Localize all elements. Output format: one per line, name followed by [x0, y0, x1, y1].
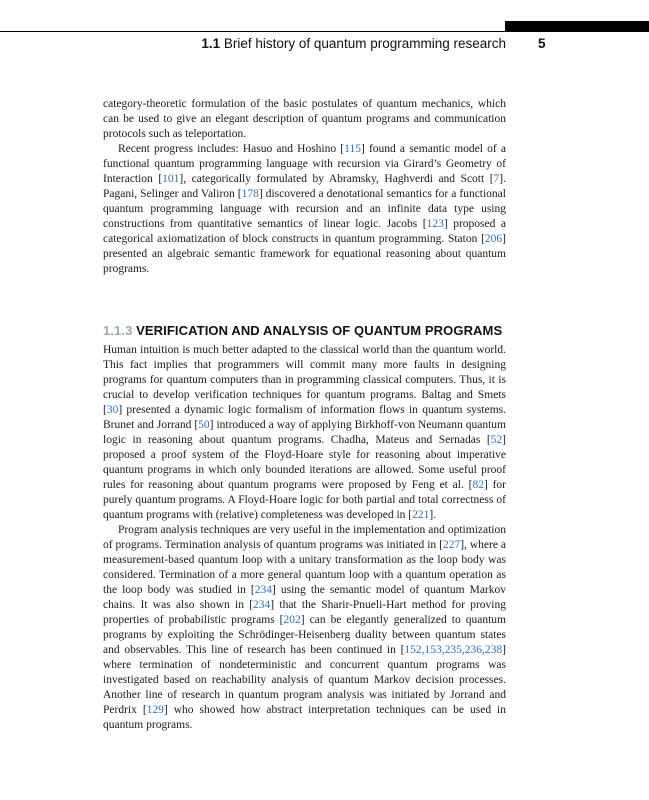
citation-link[interactable]: 7: [493, 173, 500, 185]
citation-link[interactable]: 82: [472, 479, 484, 491]
page-number: 5: [538, 36, 546, 51]
text-run: ] discovered a denotational semantics for a functional quantum programming language with recursion and an infinite data type using constructions from quantitative semantics of linear logic. Jacobs [: [103, 188, 506, 230]
text-run: ], where a measurement-based quantum loop with a unitary transformation as the loop body was considered. Termination of a more general quantum loop with a quantum operation as the loop body was studied in [: [103, 539, 507, 596]
citation-link[interactable]: 101: [162, 173, 180, 185]
citation-link[interactable]: 234: [254, 584, 272, 596]
citation-link[interactable]: 234: [253, 599, 271, 611]
text-run: ] where termination of nondeterministic and concurrent quantum programs was investigated based on reachability analysis of quantum Markov decision processes. Another line of research in quantum program analysis was initiated by Jorrand and Perdrix [: [103, 644, 506, 716]
body-text-section: [103, 343, 506, 733]
text-run: ] that the Sharir-Pnueli-Hart method for proving properties of probabilistic programs [: [103, 599, 506, 626]
text-run: ] can be elegantly generalized to quantum programs by exploiting the Schrödinger-Heisenberg duality between quantum states and observables. This line of research has been continued in [: [103, 614, 506, 656]
text-run: ] found a semantic model of a functional quantum programming language with recursion via Girard’s Geometry of Interaction [: [103, 143, 506, 185]
paragraph-program-analysis: [103, 523, 506, 733]
header-rule: [0, 31, 649, 32]
citation-link[interactable]: 152,153,235,236,238: [404, 644, 503, 656]
text-run: ] using the semantic model of quantum Markov chains. It was also shown in [: [103, 584, 507, 611]
citation-link[interactable]: 221: [412, 509, 430, 521]
paragraph-continuation: [103, 97, 506, 142]
citation-link[interactable]: 115: [344, 143, 361, 155]
paragraph-recent-progress: [103, 142, 506, 277]
text-run: ]. Pagani, Selinger and Valiron [: [103, 173, 506, 200]
text-run: ] for purely quantum programs. A Floyd-Hoare logic for both partial and total correctness of quantum programs with (relative) completeness was developed in [: [103, 479, 506, 521]
citation-link[interactable]: 202: [283, 614, 301, 626]
text-run: ] proposed a categorical axiomatization of block constructs in quantum programming. Staton [: [103, 218, 506, 245]
text-run: ] introduced a way of applying Birkhoff-von Neumann quantum logic in reasoning about quantum programs. Chadha, Mateus and Sernadas [: [103, 419, 506, 446]
text-run: ].: [429, 509, 437, 521]
text-run: ], categorically formulated by Abramsky, Haghverdi and Scott [: [179, 173, 494, 185]
running-head-title: Brief history of quantum programming research: [223, 36, 506, 51]
text-run: Recent progress includes: Hasuo and Hoshino [: [117, 143, 345, 155]
text-run: category-theoretic formulation of the basic postulates of quantum mechanics, which can be used to give an elegant description of quantum programs and communication protocols such as teleportation.: [103, 98, 506, 140]
section-number: 1.1.3: [103, 323, 133, 338]
text-run: ] who showed how abstract interpretation techniques can be used in quantum programs.: [103, 704, 507, 731]
citation-link[interactable]: 129: [146, 704, 164, 716]
citation-link[interactable]: 30: [106, 404, 119, 416]
body-text-top: [103, 97, 506, 277]
running-head: [100, 36, 506, 51]
text-run: ] presented an algebraic semantic framework for equational reasoning about quantum programs.: [103, 233, 506, 275]
running-head-section-number: 1.1: [201, 36, 221, 51]
citation-link[interactable]: 123: [426, 218, 444, 230]
citation-link[interactable]: 178: [241, 188, 259, 200]
text-run: Human intuition is much better adapted to the classical world than the quantum world. This fact implies that programmers will commit many more faults in designing programs for quantum computers than in programming classical computers. Thus, it is crucial to develop verification techniques for quantum programs. Baltag and Smets [: [103, 344, 506, 416]
paragraph-verification: [103, 343, 506, 523]
citation-link[interactable]: 50: [198, 419, 210, 431]
citation-link[interactable]: 227: [442, 539, 461, 551]
citation-link[interactable]: 52: [490, 434, 503, 446]
text-run: ] proposed a proof system of the Floyd-Hoare style for reasoning about imperative quantum programs in which only bounded iterations are allowed. Some useful proof rules for reasoning about quantum programs were proposed by Feng et al. [: [103, 434, 506, 491]
section-title: VERIFICATION AND ANALYSIS OF QUANTUM PROGRAMS: [136, 323, 503, 338]
text-run: Program analysis techniques are very useful in the implementation and optimization of programs. Termination analysis of quantum programs was initiated in [: [103, 524, 506, 551]
section-heading: [103, 323, 506, 338]
text-run: ] presented a dynamic logic formalism of information flows in quantum systems. Brunet and Jorrand [: [103, 404, 506, 431]
citation-link[interactable]: 206: [484, 233, 503, 245]
